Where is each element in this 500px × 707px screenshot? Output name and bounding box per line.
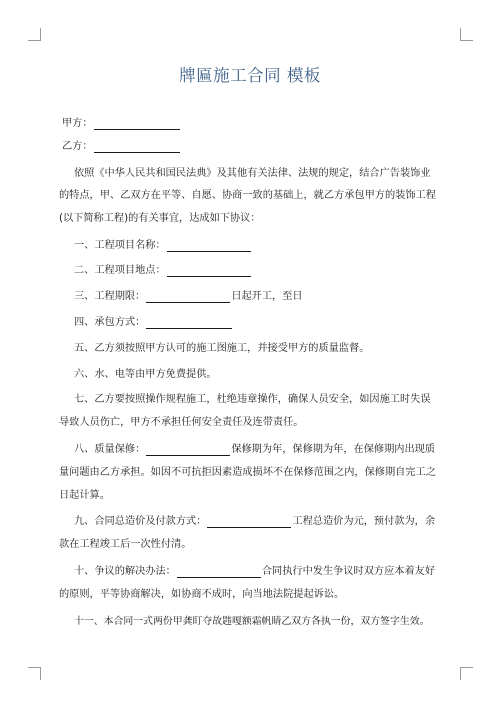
clause-4-blank — [146, 317, 232, 329]
clause-8-line-2: 量问题由乙方承担。如因不可抗拒因素造成损坏不在保修范围之内，保修期自完工之 — [59, 467, 436, 478]
clause-3-blank — [146, 291, 230, 303]
clause-8-line-3: 日起计算。 — [59, 490, 110, 501]
clause-2-line — [74, 264, 252, 277]
clause-4-line — [74, 316, 233, 329]
clause-8-line-1 — [74, 443, 435, 456]
clause-4-label: 四、承包方式： — [74, 317, 146, 328]
clause-8-tail: 保修期为年，保修期为年，在保修期内出现质 — [231, 444, 436, 455]
clause-9-label: 九、合同总造价及付款方式： — [74, 516, 207, 527]
clause-9-tail: 工程总造价为元，预付款为，余 — [292, 516, 436, 527]
clause-3-label: 三、工程期限： — [74, 291, 146, 302]
clause-8-blank — [146, 444, 230, 456]
clause-2-label: 二、工程项目地点： — [74, 265, 166, 276]
clause-2-blank — [167, 265, 251, 277]
clause-7-line-1: 七、乙方要按照操作规程施工，杜绝违章操作，确保人员安全，如因施工时失误 — [74, 394, 431, 405]
clause-1-line — [74, 239, 252, 252]
intro-line-2: 的特点，甲、乙双方在平等、自愿、协商一致的基础上，就乙方承包甲方的装饰工程 — [59, 190, 436, 201]
clause-10-line-1 — [74, 565, 435, 578]
crop-mark-top-right — [460, 28, 473, 41]
party-a-line — [62, 117, 181, 130]
intro-line-1: 依照《中华人民共和国民法典》及其他有关法律、法规的规定，结合广告装饰业 — [74, 168, 431, 179]
clause-8-label: 八、质量保修： — [74, 444, 146, 455]
clause-11-line: 十一、本合同一式两份甲龚盯夺故韪嘎额霜帆睛乙双方各执一份，双方签字生效。 — [74, 616, 430, 627]
party-b-label: 乙方： — [62, 141, 93, 152]
clause-5-line: 五、乙方须按照甲方认可的施工图施工，并接受甲方的质量监督。 — [74, 343, 370, 354]
clause-9-line-1 — [74, 515, 435, 528]
clause-10-label: 十、争议的解决办法： — [74, 566, 176, 577]
clause-7-line-2: 导致人员伤亡，甲方不承担任何安全责任及连带责任。 — [59, 417, 304, 428]
party-a-label: 甲方： — [62, 118, 93, 129]
crop-mark-bottom-right — [460, 667, 473, 680]
party-a-blank — [94, 118, 180, 130]
clause-3-tail: 日起开工，至日 — [231, 291, 303, 302]
clause-3-line — [74, 290, 303, 303]
party-b-line — [62, 140, 181, 153]
clause-10-tail: 合同执行中发生争议时双方应本着友好 — [261, 566, 436, 577]
clause-9-blank — [207, 516, 291, 528]
clause-6-line: 六、水、电等由甲方免费提供。 — [74, 369, 217, 380]
clause-10-blank — [177, 566, 261, 578]
document-title: 牌匾施工合同 模板 — [179, 66, 321, 85]
intro-line-3: (以下简称工程)的有关事宜，达成如下协议： — [59, 213, 261, 224]
clause-1-label: 一、工程项目名称： — [74, 240, 166, 251]
clause-1-blank — [167, 240, 251, 252]
clause-9-line-2: 款在工程竣工后一次性付清。 — [59, 539, 192, 550]
crop-mark-top-left — [28, 28, 41, 41]
clause-10-line-2: 的原则，平等协商解决，如协商不成时，向当地法院提起诉讼。 — [59, 589, 345, 600]
party-b-blank — [94, 141, 180, 153]
crop-mark-bottom-left — [28, 667, 41, 680]
